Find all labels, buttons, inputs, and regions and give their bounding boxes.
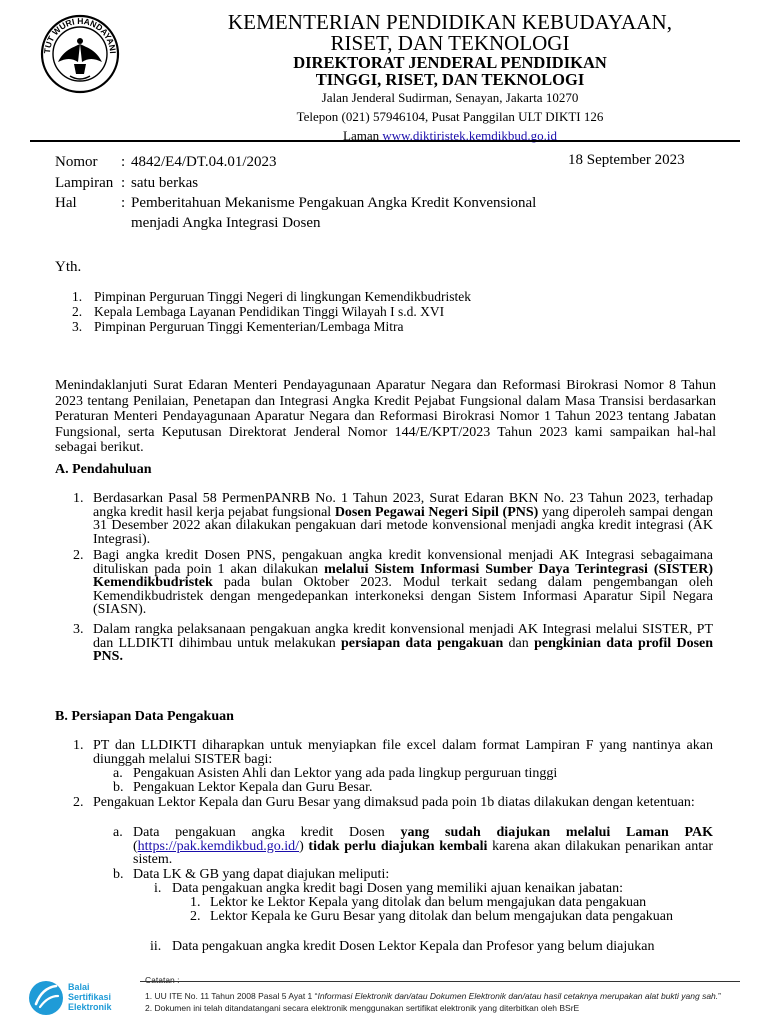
item-text: Pengakuan Lektor Kepala dan Guru Besar. (133, 780, 373, 795)
item-number: ii. (150, 939, 162, 954)
section-b-item-2a (113, 825, 713, 868)
item-text: Data LK & GB yang dapat diajukan meliputi: (133, 867, 390, 882)
hal-row-2 (131, 213, 321, 233)
footer-note-2: 2. Dokumen ini telah ditandatangani secara elektronik menggunakan sertifikat elektronik yang diterbitkan oleh BSrE (145, 1003, 580, 1013)
item-bold: melalui Sistem Informasi Sumber Daya Terintegrasi (SISTER) Kemendikbudristek (93, 561, 713, 591)
item-number: 2. (190, 909, 201, 924)
ministry-name-line2: RISET, DAN TEKNOLOGI (330, 31, 570, 55)
ministry-name-line1: KEMENTERIAN PENDIDIKAN KEBUDAYAAN, (227, 10, 673, 34)
address: Jalan Jenderal Sudirman, Senayan, Jakarta 10270 (321, 90, 579, 105)
section-b-item-2b-i-2 (190, 909, 713, 924)
separator: : (121, 175, 126, 191)
bsre-name-line: Elektronik (68, 1002, 112, 1012)
item-bold: persiapan data pengakuan (341, 635, 504, 651)
section-b-item-2b (113, 867, 713, 882)
item-text: Data pengakuan angka kredit Dosen (133, 825, 401, 840)
note-text: ” (718, 991, 721, 1001)
note-text: 1. UU ITE No. 11 Tahun 2008 Pasal 5 Ayat 1 “ (145, 991, 318, 1001)
phone: Telepon (021) 57946104, Pusat Panggilan ULT DIKTI 126 (296, 109, 604, 124)
nomor-value: 4842/E4/DT.04.01/2023 (131, 154, 277, 170)
section-b-item-1b (113, 780, 713, 795)
item-text: Dalam rangka pelaksanaan pengakuan angka kredit konvensional menjadi AK Integrasi melalui SISTER, PT dan LLDIKTI dihimbau untuk melakukan (93, 622, 713, 651)
item-text: karena akan dilakukan penarikan antar sistem. (133, 838, 713, 868)
recipient-text: Pimpinan Perguruan Tinggi Kementerian/Lembaga Mitra (94, 319, 404, 334)
item-number: a. (113, 825, 123, 840)
section-b-item-2b-i (154, 881, 713, 896)
section-b-title: B. Persiapan Data Pengakuan (55, 709, 234, 724)
item-text: PT dan LLDIKTI diharapkan untuk menyiapkan file excel dalam format Lampiran F yang nantinya akan diunggah melalui SISTER bagi: (93, 738, 713, 767)
item-bold: Dosen Pegawai Negeri Sipil (PNS) (334, 504, 539, 520)
item-number: 1. (73, 738, 84, 753)
item-text: Pengakuan Lektor Kepala dan Guru Besar yang dimaksud pada poin 1b diatas dilakukan dengan ketentuan: (93, 795, 695, 810)
section-a-item-3 (73, 622, 714, 665)
website-link[interactable]: www.diktiristek.kemdikbud.go.id (382, 128, 557, 143)
lampiran-row (55, 173, 198, 193)
hal-value-line1: Pemberitahuan Mekanisme Pengakuan Angka Kredit Konvensional (131, 195, 537, 211)
item-number: b. (113, 867, 124, 882)
footer-catatan: Catatan : (145, 975, 180, 985)
section-b-item-1a (113, 766, 713, 781)
item-text: ) (299, 838, 309, 854)
section-b-item-1 (73, 738, 713, 767)
nomor-row (55, 152, 277, 172)
item-number: 3. (73, 622, 84, 637)
item-number: 1. (190, 895, 201, 910)
letter-date: 18 September 2023 (568, 152, 685, 168)
list-item: 3. Pimpinan Perguruan Tinggi Kementerian/Lembaga Mitra (72, 319, 404, 334)
nomor-label: Nomor (55, 154, 98, 170)
item-text: Lektor Kepala ke Guru Besar yang ditolak dan belum mengajukan data pengakuan (210, 909, 674, 924)
separator: : (121, 195, 126, 211)
directorate-line1: DIREKTORAT JENDERAL PENDIDIKAN (293, 53, 607, 72)
recipient-text: Pimpinan Perguruan Tinggi Negeri di lingkungan Kemendikbudristek (94, 289, 471, 304)
item-number: b. (113, 780, 124, 795)
item-bold: tidak perlu diajukan kembali (308, 838, 488, 854)
website-prefix: Laman (343, 128, 383, 143)
hal-row (55, 193, 536, 213)
recipient-list (72, 289, 471, 334)
salutation: Yth. (55, 259, 82, 275)
section-b-item-2b-ii (150, 939, 713, 954)
bsre-name-line: Sertifikasi (68, 992, 112, 1002)
section-b-item-2b-i-1 (190, 895, 713, 910)
letterhead-divider (30, 140, 740, 142)
item-number: a. (113, 766, 123, 781)
svg-text:TUT WURI HANDAYANI: TUT WURI HANDAYANI (41, 15, 119, 54)
recipient-text: Kepala Lembaga Layanan Pendidikan Tinggi Wilayah I s.d. XVI (94, 304, 445, 319)
section-b-item-2 (73, 795, 713, 810)
item-text: Data pengakuan angka kredit bagi Dosen yang memiliki ajuan kenaikan jabatan: (172, 881, 623, 896)
list-item: 2. Kepala Lembaga Layanan Pendidikan Tinggi Wilayah I s.d. XVI (72, 304, 445, 319)
item-number: i. (154, 881, 162, 896)
section-a-title: A. Pendahuluan (55, 462, 152, 477)
item-text: yang diperoleh sampai dengan 31 Desember 2022 akan dilakukan pengakuan dari metode konvensional menjadi angka kredit integrasi (AK Integrasi). (93, 504, 713, 547)
item-number: 2. (73, 548, 84, 563)
separator: : (121, 154, 126, 170)
item-number: 2. (73, 795, 84, 810)
section-a-item-1 (73, 491, 713, 547)
bsre-name (68, 982, 112, 1012)
item-number: 1. (73, 491, 84, 506)
note-italic: Informasi Elektronik dan/atau Dokumen Elektronik dan/atau hasil cetaknya merupakan alat bukti yang sah. (317, 991, 719, 1001)
list-item: 1. Pimpinan Perguruan Tinggi Negeri di lingkungan Kemendikbudristek (72, 289, 471, 304)
item-bold: yang sudah diajukan melalui Laman PAK (400, 825, 713, 840)
footer-note-1 (145, 991, 721, 1001)
item-text: Berdasarkan Pasal 58 PermenPANRB No. 1 Tahun 2023, Surat Edaran BKN No. 23 Tahun 2023, terhadap angka kredit hasil kerja pejabat fungsional (93, 491, 713, 520)
bsre-name-line: Balai (68, 982, 90, 992)
hal-value-line2: menjadi Angka Integrasi Dosen (131, 215, 321, 231)
item-bold: pengkinian data profil Dosen PNS. (93, 635, 714, 665)
intro-paragraph: Menindaklanjuti Surat Edaran Menteri Pendayagunaan Aparatur Negara dan Reformasi Birokrasi Nomor 8 Tahun 2023 tentang Penilaian, Penetapan dan Integrasi Angka Kredit Pejabat Fungsional dalam Masa Transisi berdasarkan Peraturan Menteri Pendayagunaan Aparatur Negara dan Reformasi Birokrasi Nomor 1 Tahun 2023 tentang Jabatan Fungsional, serta Keputusan Direktorat Jenderal Nomor 144/E/KPT/2023 Tahun 2023 kami sampaikan hal-hal sebagai berikut. (55, 378, 716, 455)
item-text: dan (503, 635, 535, 651)
item-text: pada bulan Oktober 2023. Modul terkait sedang dalam pengembangan oleh Kemendikbudristek dengan mengedepankan interkoneksi dengan Sistem Informasi Aparatur Sipil Negara (SIASN). (93, 575, 713, 618)
item-text: Data pengakuan angka kredit Dosen Lektor Kepala dan Profesor yang belum diajukan (172, 939, 655, 954)
directorate-line2: TINGGI, RISET, DAN TEKNOLOGI (315, 69, 585, 89)
kemdikbud-logo (40, 14, 120, 94)
item-text: Bagi angka kredit Dosen PNS, pengakuan angka kredit konvensional menjadi AK Integrasi sebagaimana dituliskan pada poin 1 akan dilakukan (93, 548, 713, 577)
item-text: Lektor ke Lektor Kepala yang ditolak dan belum mengajukan data pengakuan (210, 895, 647, 910)
pak-link[interactable]: https://pak.kemdikbud.go.id/ (137, 838, 300, 854)
lampiran-label: Lampiran (55, 175, 114, 191)
footer-divider (140, 981, 740, 982)
letterhead (150, 12, 750, 142)
item-text: ( (133, 838, 138, 854)
section-a-item-2 (73, 548, 713, 618)
hal-label: Hal (55, 195, 77, 211)
lampiran-value: satu berkas (131, 175, 199, 191)
item-text: Pengakuan Asisten Ahli dan Lektor yang ada pada lingkup perguruan tinggi (133, 766, 558, 781)
